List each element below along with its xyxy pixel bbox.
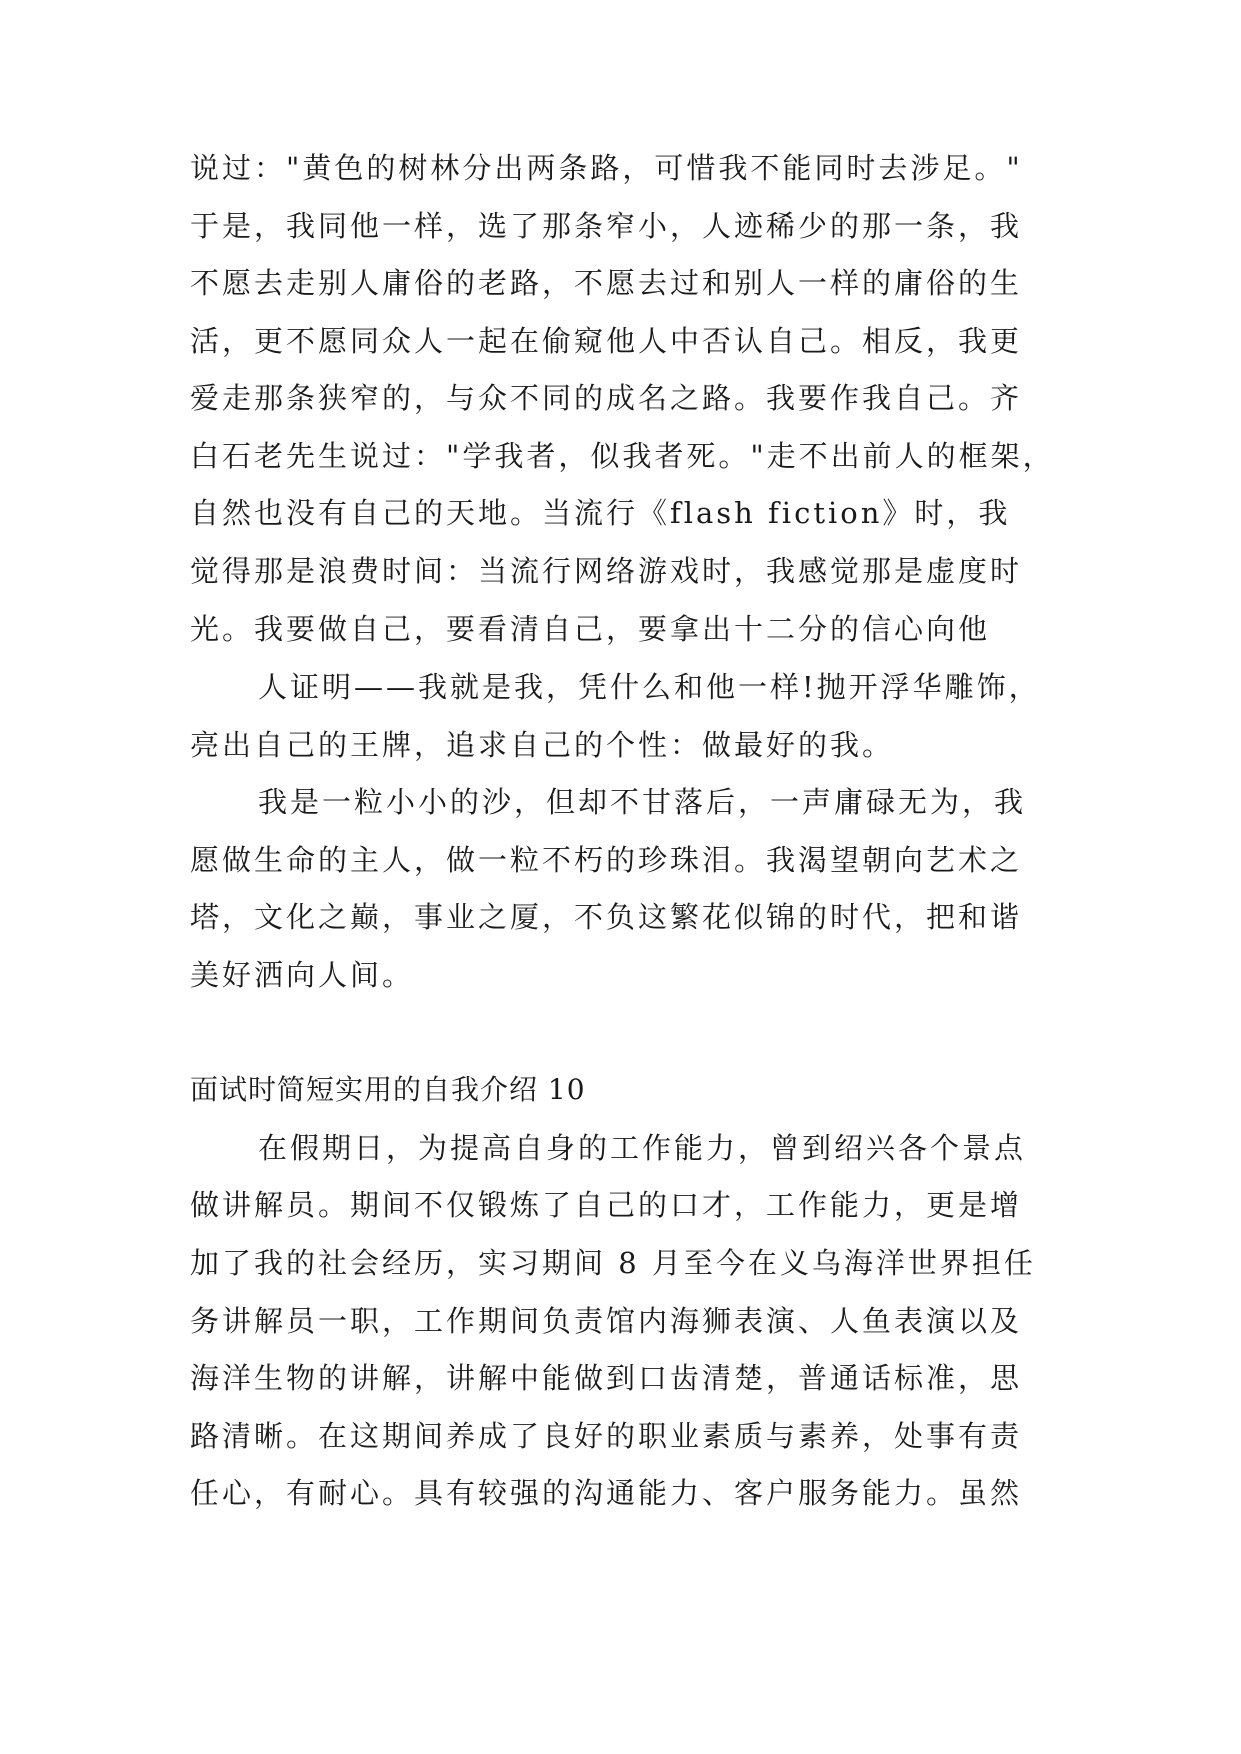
paragraph-line: 加了我的社会经历，实习期间 8 月至今在义乌海洋世界担任 — [190, 1246, 1036, 1280]
paragraph-line: 于是，我同他一样，选了那条窄小，人迹稀少的那一条，我 — [190, 209, 1023, 243]
paragraph-line: 务讲解员一职，工作期间负责馆内海狮表演、人鱼表演以及 — [190, 1304, 1023, 1338]
paragraph-line: 光。我要做自己，要看清自己，要拿出十二分的信心向他 — [190, 612, 991, 646]
paragraph-line: 海洋生物的讲解，讲解中能做到口齿清楚，普通话标准，思 — [190, 1361, 1023, 1395]
paragraph-line: 不愿去走别人庸俗的老路，不愿去过和别人一样的庸俗的生 — [190, 266, 1023, 300]
paragraph-line: 白石老先生说过："学我者，似我者死。"走不出前人的框架， — [190, 439, 1055, 473]
paragraph-line: 说过："黄色的树林分出两条路，可惜我不能同时去涉足。" — [190, 151, 1023, 185]
paragraph-line: 自然也没有自己的天地。当流行《flash fiction》时，我 — [190, 496, 1011, 530]
paragraph-line: 在假期日，为提高自身的工作能力，曾到绍兴各个景点 — [258, 1131, 1027, 1165]
paragraph-line: 做讲解员。期间不仅锻炼了自己的口才，工作能力，更是增 — [190, 1188, 1023, 1222]
paragraph-line: 活，更不愿同众人一起在偷窥他人中否认自己。相反，我更 — [190, 324, 1023, 358]
paragraph-line: 我是一粒小小的沙，但却不甘落后，一声庸碌无为，我 — [258, 785, 1027, 819]
paragraph-line: 人证明——我就是我，凭什么和他一样!抛开浮华雕饰， — [258, 670, 1041, 704]
paragraph-line: 美好洒向人间。 — [190, 958, 415, 992]
paragraph-line: 路清晰。在这期间养成了良好的职业素质与素养，处事有责 — [190, 1419, 1023, 1453]
paragraph-line: 塔，文化之巅，事业之厦，不负这繁花似锦的时代，把和谐 — [190, 900, 1023, 934]
paragraph-line: 愿做生命的主人，做一粒不朽的珍珠泪。我渴望朝向艺术之 — [190, 843, 1023, 877]
paragraph-line: 爱走那条狭窄的，与众不同的成名之路。我要作我自己。齐 — [190, 381, 1023, 415]
paragraph-line: 觉得那是浪费时间：当流行网络游戏时，我感觉那是虚度时 — [190, 554, 1023, 588]
paragraph-line: 亮出自己的王牌，追求自己的个性：做最好的我。 — [190, 728, 895, 762]
section-heading: 面试时简短实用的自我介绍 10 — [190, 1073, 586, 1106]
paragraph-line: 任心，有耐心。具有较强的沟通能力、客户服务能力。虽然 — [190, 1476, 1023, 1510]
